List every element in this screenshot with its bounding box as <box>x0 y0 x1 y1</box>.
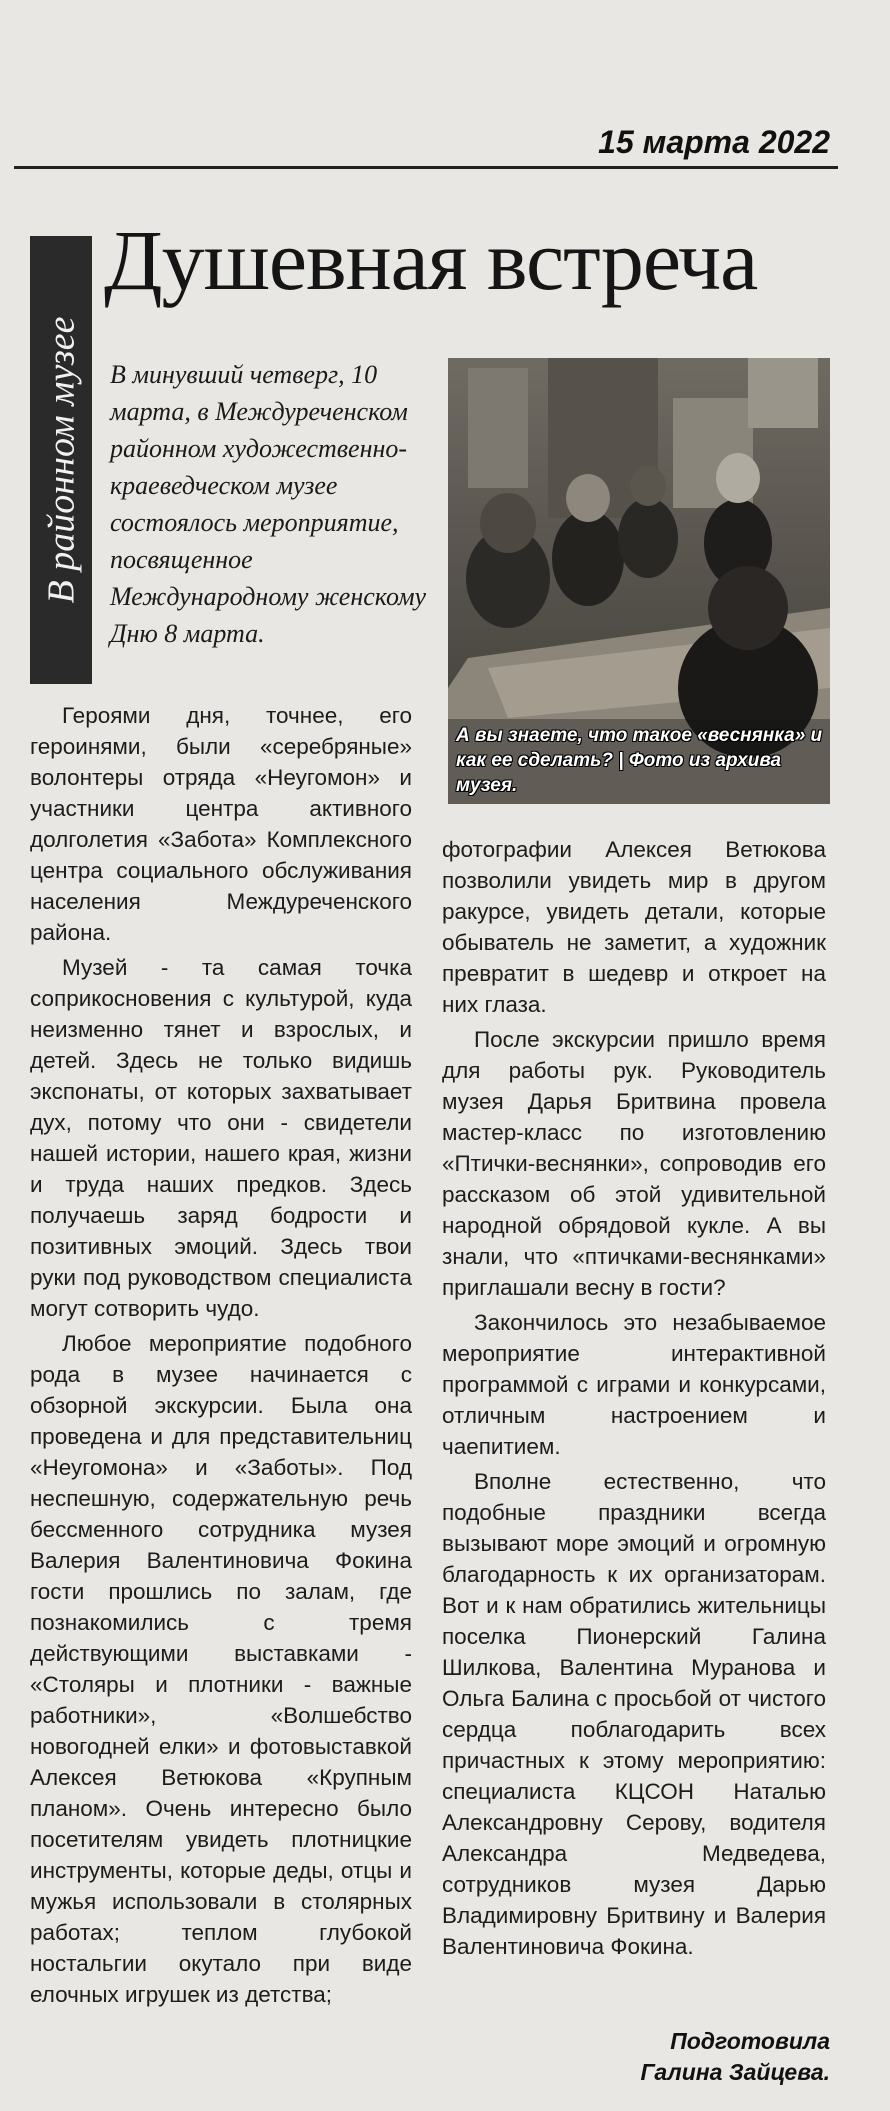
signature-prepared-by: Подготовила <box>670 2028 830 2054</box>
paragraph: Вполне естественно, что подобные праздники всегда вызывают море эмоций и огромную благодарность к их организаторам. Вот и к нам обратились жительницы поселка Пионерский Галина Шилкова, Валентина Муранова и Ольга Балина с просьбой от чистого сердца поблагодарить всех причастных к этому мероприятию: специалиста КЦСОН Наталью Александровну Серову, водителя Александра Медведева, сотрудников музея Дарью Владимировну Бритвину и Валерия Валентиновича Фокина. <box>442 1469 826 1959</box>
author-signature <box>530 2026 830 2088</box>
paragraph: Героями дня, точнее, его героинями, были «серебряные» волонтеры отряда «Неугомон» и участники центра активного долголетия «Забота» Комплексного центра социального обслуживания населения Междуреченского района. <box>30 703 412 945</box>
photo-caption: А вы знаете, что такое «веснянка» и как ее сделать? | Фото из архива музея. <box>448 719 830 804</box>
paragraph: фотографии Алексея Ветюкова позволили увидеть мир в другом ракурсе, увидеть детали, которые обыватель не заметит, а художник превратит в шедевр и откроет на них глаза. <box>442 837 826 1017</box>
article-lead: В минувший четверг, 10 марта, в Междуреченском районном художественно-краеведческом музее состоялось мероприятие, посвященное Международному женскому Дню 8 марта. <box>110 360 427 648</box>
signature-author: Галина Зайцева. <box>640 2059 830 2085</box>
article-title: Душевная встреча <box>104 212 758 308</box>
article-column-right <box>442 834 826 1966</box>
rubric-label: В районном музее <box>40 316 82 604</box>
rubric-tag <box>30 236 92 684</box>
article-column-left <box>30 700 412 2014</box>
paragraph: Закончилось это незабываемое мероприятие интерактивной программой с играми и конкурсами, отличным настроением и чаепитием. <box>442 1310 826 1459</box>
paragraph: Любое мероприятие подобного рода в музее начинается с обзорной экскурсии. Была она проведена и для представительниц «Неугомона» и «Заботы». Под неспешную, содержательную речь бессменного сотрудника музея Валерия Валентиновича Фокина гости прошлись по залам, где познакомились с тремя действующими выставками - «Столяры и плотники - важные работники», «Волшебство новогодней елки» и фотовыставкой Алексея Ветюкова «Крупным планом». Очень интересно было посетителям увидеть плотницкие инструменты, которые деды, отцы и мужья использовали в столярных работах; теплом глубокой ностальгии окутало при виде елочных игрушек из детства; <box>30 1331 412 2007</box>
paragraph: После экскурсии пришло время для работы рук. Руководитель музея Дарья Бритвина провела мастер-класс по изготовлению «Птички-веснянки», сопроводив его рассказом об этой удивительной народной обрядовой кукле. А вы знали, что «птичками-веснянками» приглашали весну в гости? <box>442 1027 826 1300</box>
article-photo <box>448 358 830 804</box>
header-rule <box>14 166 838 169</box>
paragraph: Музей - та самая точка соприкосновения с культурой, куда неизменно тянет и взрослых, и детей. Здесь не только видишь экспонаты, от которых захватывает дух, потому что они - свидетели нашей истории, нашего края, жизни и труда наших предков. Здесь получаешь заряд бодрости и позитивных эмоций. Здесь твои руки под руководством специалиста могут сотворить чудо. <box>30 955 412 1321</box>
issue-date: 15 марта 2022 <box>598 124 830 160</box>
